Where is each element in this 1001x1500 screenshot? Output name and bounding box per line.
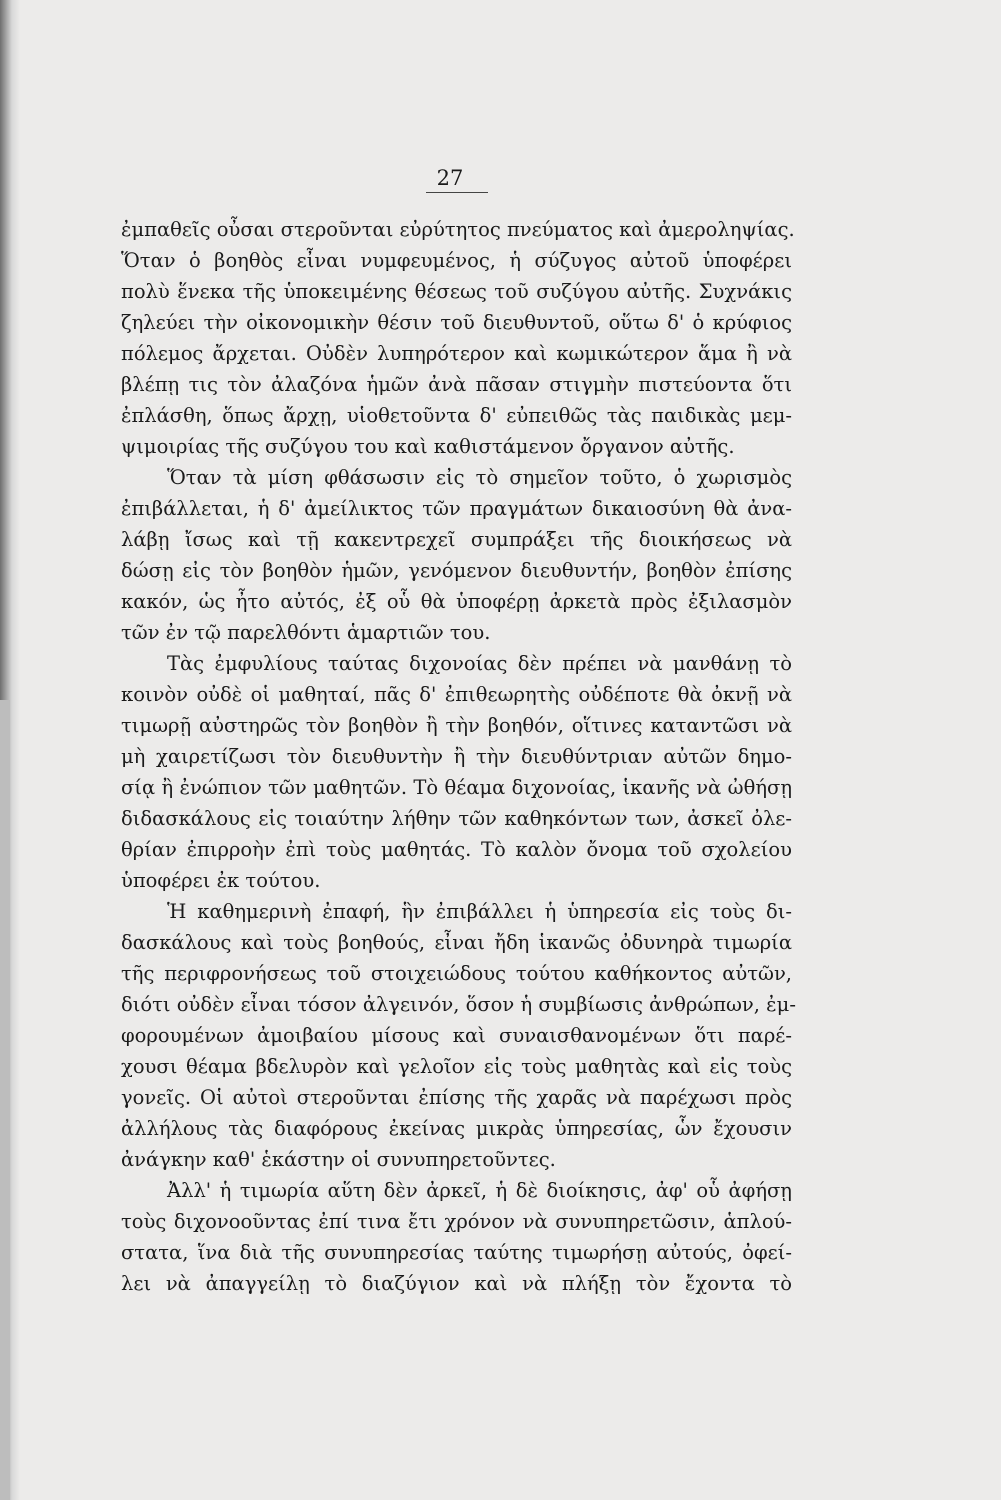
text-line: χουσι θέαμα βδελυρὸν καὶ γελοῖον εἰς τοὺς μαθητὰς καὶ εἰς τοὺς: [121, 1055, 792, 1078]
text-line: πόλεμος ἄρχεται. Οὐδὲν λυπηρότερον καὶ κωμικώτερον ἅμα ἢ νὰ: [121, 342, 792, 365]
text-line: ἐμπαθεῖς οὖσαι στεροῦνται εὐρύτητος πνεύματος καὶ ἀμεροληψίας.: [121, 218, 795, 241]
text-line: ζηλεύει τὴν οἰκονομικὴν θέσιν τοῦ διευθυντοῦ, οὕτω δ' ὁ κρύφιος: [121, 311, 792, 334]
text-line: ψιμοιρίας τῆς συζύγου του καὶ καθιστάμενον ὄργανον αὐτῆς.: [121, 435, 735, 458]
text-line: μὴ χαιρετίζωσι τὸν διευθυντὴν ἢ τὴν διευθύντριαν αὐτῶν δημο-: [121, 745, 792, 768]
text-line: λει νὰ ἀπαγγείλῃ τὸ διαζύγιον καὶ νὰ πλήξῃ τὸν ἔχοντα τὸ: [121, 1272, 792, 1295]
text-line: Ὅταν ὁ βοηθὸς εἶναι νυμφευμένος, ἡ σύζυγος αὐτοῦ ὑποφέρει: [121, 249, 792, 272]
text-line: τῶν ἐν τῷ παρελθόντι ἁμαρτιῶν του.: [121, 621, 491, 644]
text-line: θρίαν ἐπιρροὴν ἐπὶ τοὺς μαθητάς. Τὸ καλὸν ὄνομα τοῦ σχολείου: [121, 838, 792, 861]
paragraph-start: Ὅταν τὰ μίση φθάσωσιν εἰς τὸ σημεῖον τοῦτο, ὁ χωρισμὸς: [167, 466, 792, 489]
page-number: 27: [436, 166, 464, 190]
text-line: διότι οὐδὲν εἶναι τόσον ἀλγεινόν, ὅσον ἡ συμβίωσις ἀνθρώπων, ἐμ-: [121, 993, 796, 1016]
body-text: [121, 214, 796, 1299]
text-line: διδασκάλους εἰς τοιαύτην λήθην τῶν καθηκόντων των, ἀσκεῖ ὀλε-: [121, 807, 792, 830]
text-line: βλέπῃ τις τὸν ἀλαζόνα ἡμῶν ἀνὰ πᾶσαν στιγμὴν πιστεύοντα ὅτι: [121, 373, 792, 396]
paragraph-start: Ἀλλ' ἡ τιμωρία αὕτη δὲν ἀρκεῖ, ἡ δὲ διοίκησις, ἀφ' οὗ ἀφήσῃ: [167, 1179, 792, 1202]
text-line: ἐπλάσθη, ὅπως ἄρχῃ, υἱοθετοῦντα δ' εὐπειθῶς τὰς παιδικὰς μεμ-: [121, 404, 792, 427]
text-line: τοὺς διχονοοῦντας ἐπί τινα ἔτι χρόνον νὰ συνυπηρετῶσιν, ἁπλού-: [121, 1210, 792, 1233]
text-line: γονεῖς. Οἱ αὐτοὶ στεροῦνται ἐπίσης τῆς χαρᾶς νὰ παρέχωσι πρὸς: [121, 1086, 792, 1109]
text-line: δασκάλους καὶ τοὺς βοηθούς, εἶναι ἤδη ἱκανῶς ὀδυνηρὰ τιμωρία: [121, 931, 792, 954]
paragraph-start: Ἡ καθημερινὴ ἐπαφή, ἣν ἐπιβάλλει ἡ ὑπηρεσία εἰς τοὺς δι-: [167, 900, 792, 923]
text-line: πολὺ ἕνεκα τῆς ὑποκειμένης θέσεως τοῦ συζύγου αὐτῆς. Συχνάκις: [121, 280, 792, 303]
text-line: ἀλλήλους τὰς διαφόρους ἐκείνας μικρὰς ὑπηρεσίας, ὧν ἔχουσιν: [121, 1117, 792, 1140]
text-line: λάβῃ ἴσως καὶ τῇ κακεντρεχεῖ συμπράξει τῆς διοικήσεως νὰ: [121, 528, 792, 551]
text-line: τιμωρῇ αὐστηρῶς τὸν βοηθὸν ἢ τὴν βοηθόν, οἵτινες καταντῶσι νὰ: [121, 714, 792, 737]
text-line: κακόν, ὡς ἦτο αὐτός, ἐξ οὗ θὰ ὑποφέρῃ ἀρκετὰ πρὸς ἐξιλασμὸν: [121, 590, 792, 613]
text-line: σίᾳ ἢ ἐνώπιον τῶν μαθητῶν. Τὸ θέαμα διχονοίας, ἱκανῆς νὰ ὠθήσῃ: [121, 776, 792, 799]
page-fold: [0, 700, 10, 1500]
text-line: ἀνάγκην καθ' ἑκάστην οἱ συνυπηρετοῦντες.: [121, 1148, 556, 1171]
page-number-rule: [426, 192, 488, 193]
text-line: δώσῃ εἰς τὸν βοηθὸν ἡμῶν, γενόμενον διευθυντήν, βοηθὸν ἐπίσης: [121, 559, 792, 582]
text-line: ἐπιβάλλεται, ἡ δ' ἀμείλικτος τῶν πραγμάτων δικαιοσύνη θὰ ἀνα-: [121, 497, 792, 520]
text-line: φορουμένων ἀμοιβαίου μίσους καὶ συναισθανομένων ὅτι παρέ-: [121, 1024, 792, 1047]
text-line: τῆς περιφρονήσεως τοῦ στοιχειώδους τούτου καθήκοντος αὐτῶν,: [121, 962, 792, 985]
text-line: στατα, ἵνα διὰ τῆς συνυπηρεσίας ταύτης τιμωρήσῃ αὐτούς, ὀφεί-: [121, 1241, 792, 1264]
text-line: ὑποφέρει ἐκ τούτου.: [121, 869, 321, 892]
text-line: κοινὸν οὐδὲ οἱ μαθηταί, πᾶς δ' ἐπιθεωρητὴς οὐδέποτε θὰ ὀκνῇ νὰ: [121, 683, 792, 706]
paragraph-start: Τὰς ἐμφυλίους ταύτας διχονοίας δὲν πρέπει νὰ μανθάνῃ τὸ: [167, 652, 792, 675]
